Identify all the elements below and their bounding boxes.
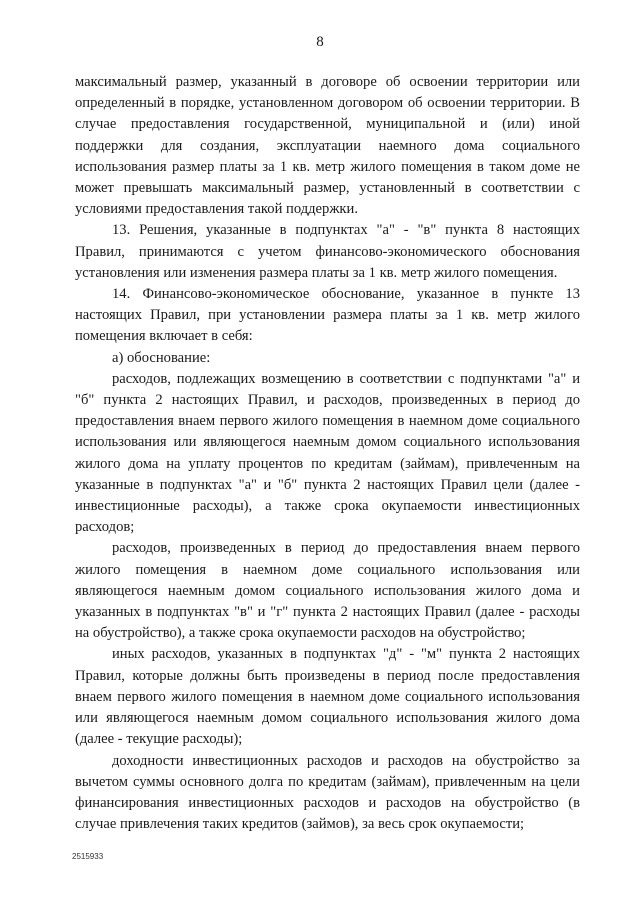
document-body xyxy=(75,72,580,835)
paragraph-item-14: 14. Финансово-экономическое обоснование, указанное в пункте 13 настоящих Правил, при установлении размера платы за 1 кв. метр жилого помещения включает в себя: xyxy=(75,286,580,345)
paragraph-arrangement-expenses: расходов, произведенных в период до предоставления внаем первого жилого помещения в наемном доме социального использования или являющегося наемным домом социального использования жилого дома и указанных в подпунктах "в" и "г" пункта 2 настоящих Правил (далее - расходы на обустройство), а также срока окупаемости расходов на обустройство; xyxy=(75,540,580,642)
paragraph-profitability: доходности инвестиционных расходов и расходов на обустройство за вычетом суммы основного долга по кредитам (займам), привлеченным на цели финансирования инвестиционных расходов и расходов на обустройство (в случае привлечения таких кредитов (займов), за весь срок окупаемости; xyxy=(75,752,580,833)
paragraph-item-13: 13. Решения, указанные в подпунктах "а" - "в" пункта 8 настоящих Правил, принимаются с учетом финансово-экономического обоснования установления или изменения размера платы за 1 кв. метр жилого помещения. xyxy=(75,222,580,281)
paragraph-subitem-a: а) обоснование: xyxy=(112,349,211,366)
paragraph-continuation: максимальный размер, указанный в договоре об освоении территории или определенный в порядке, установленном договором об освоении территории. В случае предоставления государственной, муниципальной и (или) иной поддержки для создания, эксплуатации наемного дома социального использования размер платы за 1 кв. метр жилого помещения в таком доме не может превышать максимальный размер, установленный в соответствии с условиями предоставления такой поддержки. xyxy=(75,74,580,218)
page-number: 8 xyxy=(316,34,324,50)
document-code: 2515933 xyxy=(72,852,104,861)
paragraph-current-expenses: иных расходов, указанных в подпунктах "д" - "м" пункта 2 настоящих Правил, которые должны быть произведены в период после предоставления внаем первого жилого помещения в наемном доме социального использования или являющегося наемным домом социального использования жилого дома (далее - текущие расходы); xyxy=(75,646,580,748)
paragraph-investment-expenses: расходов, подлежащих возмещению в соответствии с подпунктами "а" и "б" пункта 2 настоящих Правил, и расходов, произведенных в период до предоставления внаем первого жилого помещения в наемном доме социального использования или являющегося наемным домом социального использования жилого дома на уплату процентов по кредитам (займам), привлеченным на указанные в подпунктах "а" и "б" пункта 2 настоящих Правил цели (далее - инвестиционные расходы), а также срока окупаемости инвестиционных расходов; xyxy=(75,370,580,536)
